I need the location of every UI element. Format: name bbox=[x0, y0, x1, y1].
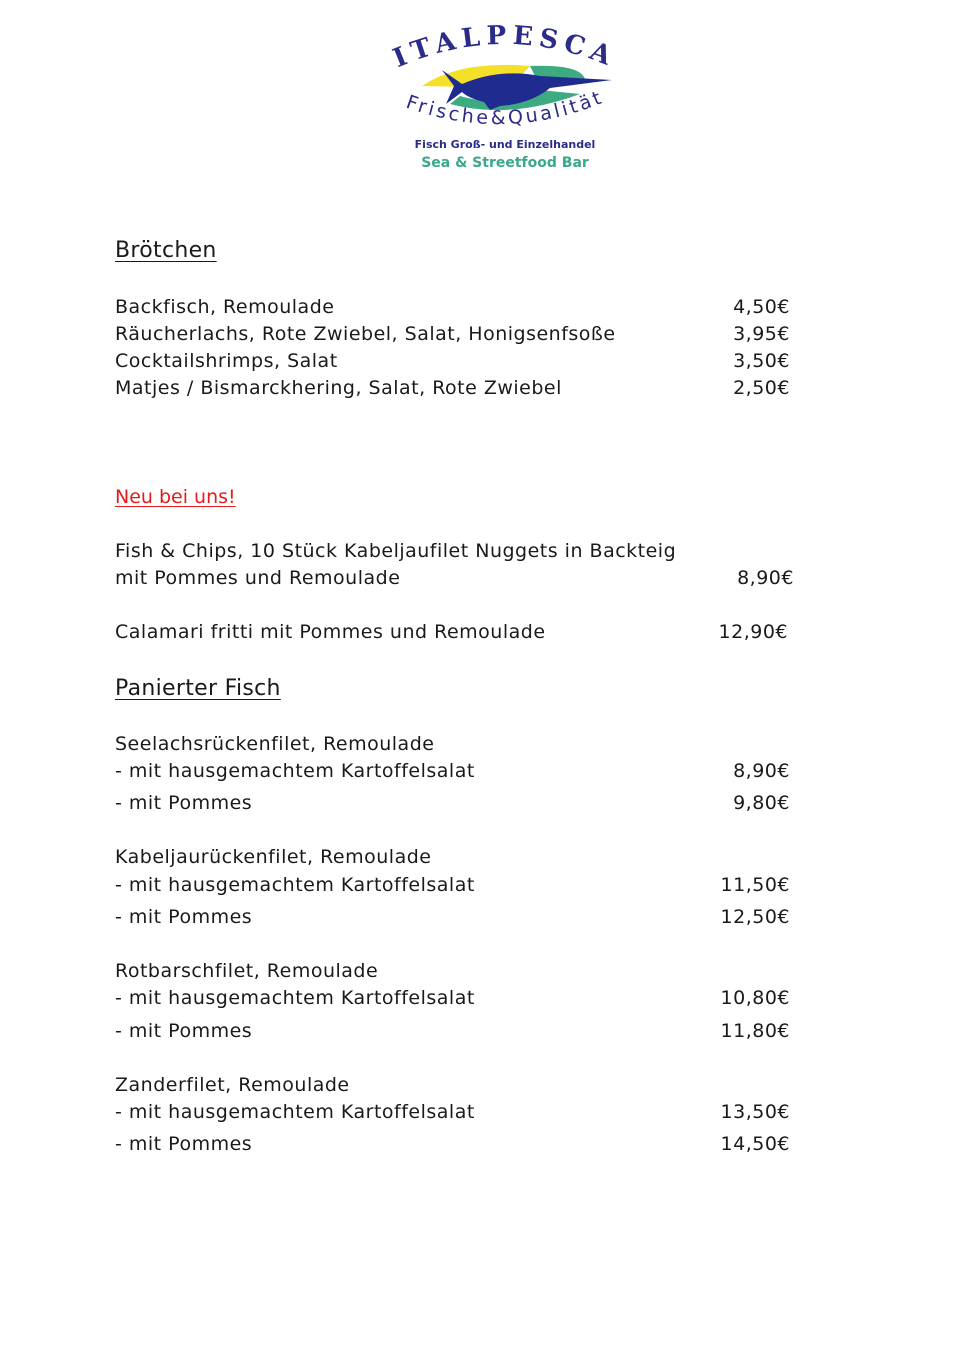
item-name: Calamari fritti mit Pommes und Remoulade bbox=[115, 621, 546, 643]
section-title-broetchen: Brötchen bbox=[115, 238, 217, 263]
item-price: 8,90€ bbox=[733, 760, 790, 782]
item-option: - mit hausgemachtem Kartoffelsalat bbox=[115, 874, 475, 896]
item-name: Rotbarschfilet, Remoulade bbox=[115, 960, 379, 982]
item-price: 8,90€ bbox=[737, 567, 794, 589]
item-option: - mit Pommes bbox=[115, 1020, 253, 1042]
item-price: 2,50€ bbox=[733, 377, 790, 399]
item-name-line2: mit Pommes und Remoulade bbox=[115, 567, 401, 589]
item-name-line1: Fish & Chips, 10 Stück Kabeljaufilet Nuggets in Backteig bbox=[115, 540, 677, 562]
italpesca-logo bbox=[380, 24, 630, 174]
item-name: Zanderfilet, Remoulade bbox=[115, 1074, 350, 1096]
item-name: Seelachsrückenfilet, Remoulade bbox=[115, 733, 435, 755]
item-price: 14,50€ bbox=[720, 1133, 790, 1155]
item-price: 3,95€ bbox=[733, 323, 790, 345]
item-option: - mit Pommes bbox=[115, 906, 253, 928]
item-price: 11,80€ bbox=[720, 1020, 790, 1042]
item-name: Räucherlachs, Rote Zwiebel, Salat, Honigsenfsoße bbox=[115, 323, 616, 345]
item-option: - mit Pommes bbox=[115, 1133, 253, 1155]
logo-slogan-text: Frische&Qualität bbox=[403, 85, 608, 130]
section-title-paniert: Panierter Fisch bbox=[115, 676, 281, 701]
logo-line-wholesale: Fisch Groß- und Einzelhandel bbox=[414, 138, 596, 151]
section-title-new: Neu bei uns! bbox=[115, 486, 236, 508]
item-price: 13,50€ bbox=[720, 1101, 790, 1123]
item-price: 11,50€ bbox=[720, 874, 790, 896]
item-price: 3,50€ bbox=[733, 350, 790, 372]
item-name: Cocktailshrimps, Salat bbox=[115, 350, 338, 372]
item-name: Matjes / Bismarckhering, Salat, Rote Zwiebel bbox=[115, 377, 562, 399]
logo-line-bar: Sea & Streetfood Bar bbox=[421, 155, 589, 171]
item-option: - mit Pommes bbox=[115, 792, 253, 814]
item-name: Backfisch, Remoulade bbox=[115, 296, 335, 318]
item-option: - mit hausgemachtem Kartoffelsalat bbox=[115, 987, 475, 1009]
logo-graphic bbox=[380, 24, 630, 174]
item-price: 12,90€ bbox=[718, 621, 788, 643]
item-price: 12,50€ bbox=[720, 906, 790, 928]
item-price: 10,80€ bbox=[720, 987, 790, 1009]
item-name: Kabeljaurückenfilet, Remoulade bbox=[115, 846, 432, 868]
logo-brand-text: ITALPESCA bbox=[388, 24, 621, 74]
item-option: - mit hausgemachtem Kartoffelsalat bbox=[115, 760, 475, 782]
item-price: 9,80€ bbox=[733, 792, 790, 814]
item-price: 4,50€ bbox=[733, 296, 790, 318]
item-option: - mit hausgemachtem Kartoffelsalat bbox=[115, 1101, 475, 1123]
